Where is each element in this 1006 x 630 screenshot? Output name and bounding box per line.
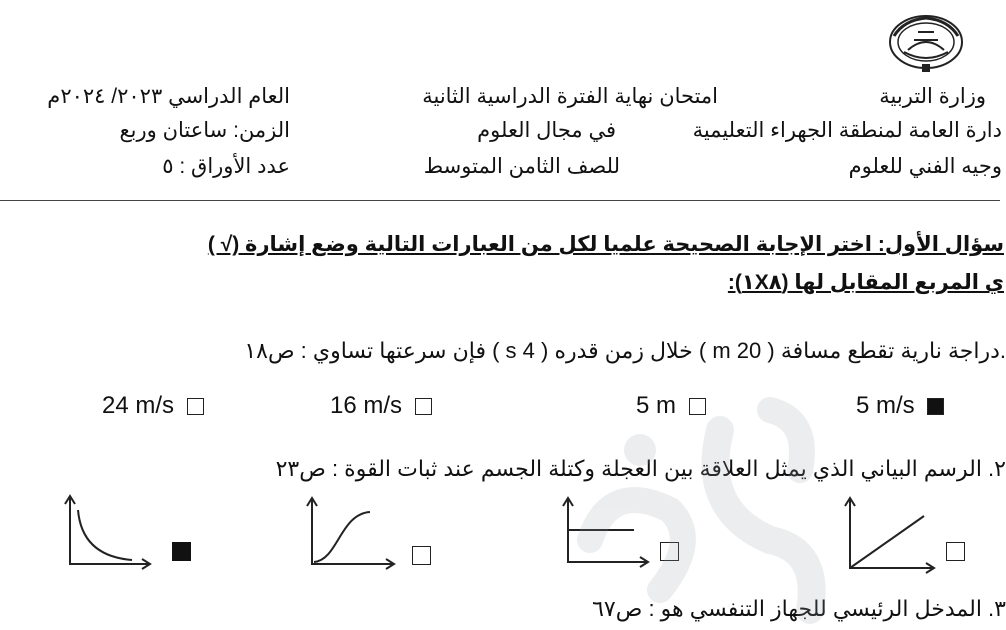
q1-option-3[interactable] [330,392,432,420]
q1-option-4-label: 24 m/s [102,392,175,419]
section-title-line1: سؤال الأول: اختر الإجابة الصحيحة علميا لكل من العبارات التالية وضع إشارة (√ ) [207,233,1004,256]
watermark-graphic [470,390,890,630]
q2-option-4-checkbox[interactable] [172,542,191,561]
supervision-name: وجيه الفني للعلوم [848,155,1002,178]
header-divider [0,200,1000,201]
exam-duration: الزمن: ساعتان وربع [119,119,290,142]
page-count: عدد الأوراق : ٥ [162,155,290,178]
question-2-text: ٢. الرسم البياني الذي يمثل العلاقة بين العجلة وكتلة الجسم عند ثبات القوة : ص٢٣ [275,456,1006,481]
ministry-name: وزارة التربية [879,85,986,108]
q2-option-3-graph [300,492,400,582]
q1-option-2-label: 5 m [636,392,677,419]
q1-option-4[interactable] [102,392,204,420]
q2-option-4-graph [58,490,158,580]
q2-option-1-checkbox[interactable] [946,542,965,561]
q1-option-1-label: 5 m/s [856,392,915,419]
academic-year: العام الدراسي ٢٠٢٣/ ٢٠٢٤م [47,85,290,108]
q1-option-3-label: 16 m/s [330,392,403,419]
exam-subject: في مجال العلوم [477,119,616,142]
checkbox-icon[interactable] [415,398,432,415]
state-emblem-icon [884,12,968,74]
exam-grade: للصف الثامن المتوسط [423,155,620,178]
exam-title: امتحان نهاية الفترة الدراسية الثانية [422,85,718,108]
question-1-text: .دراجة نارية تقطع مسافة ( 20 m ) خلال زمن قدره ( 4 s ) فإن سرعتها تساوي : ص١٨ [244,338,1006,363]
section-title-line2: ي المربع المقابل لها (١X٨): [727,271,1004,294]
q2-option-3-checkbox[interactable] [412,546,431,565]
directorate-name: دارة العامة لمنطقة الجهراء التعليمية [692,119,1002,142]
checkbox-icon[interactable] [187,398,204,415]
checkbox-icon[interactable] [927,398,944,415]
question-3-text: ٣. المدخل الرئيسي للجهاز التنفسي هو : ص٦٧ [592,596,1006,621]
